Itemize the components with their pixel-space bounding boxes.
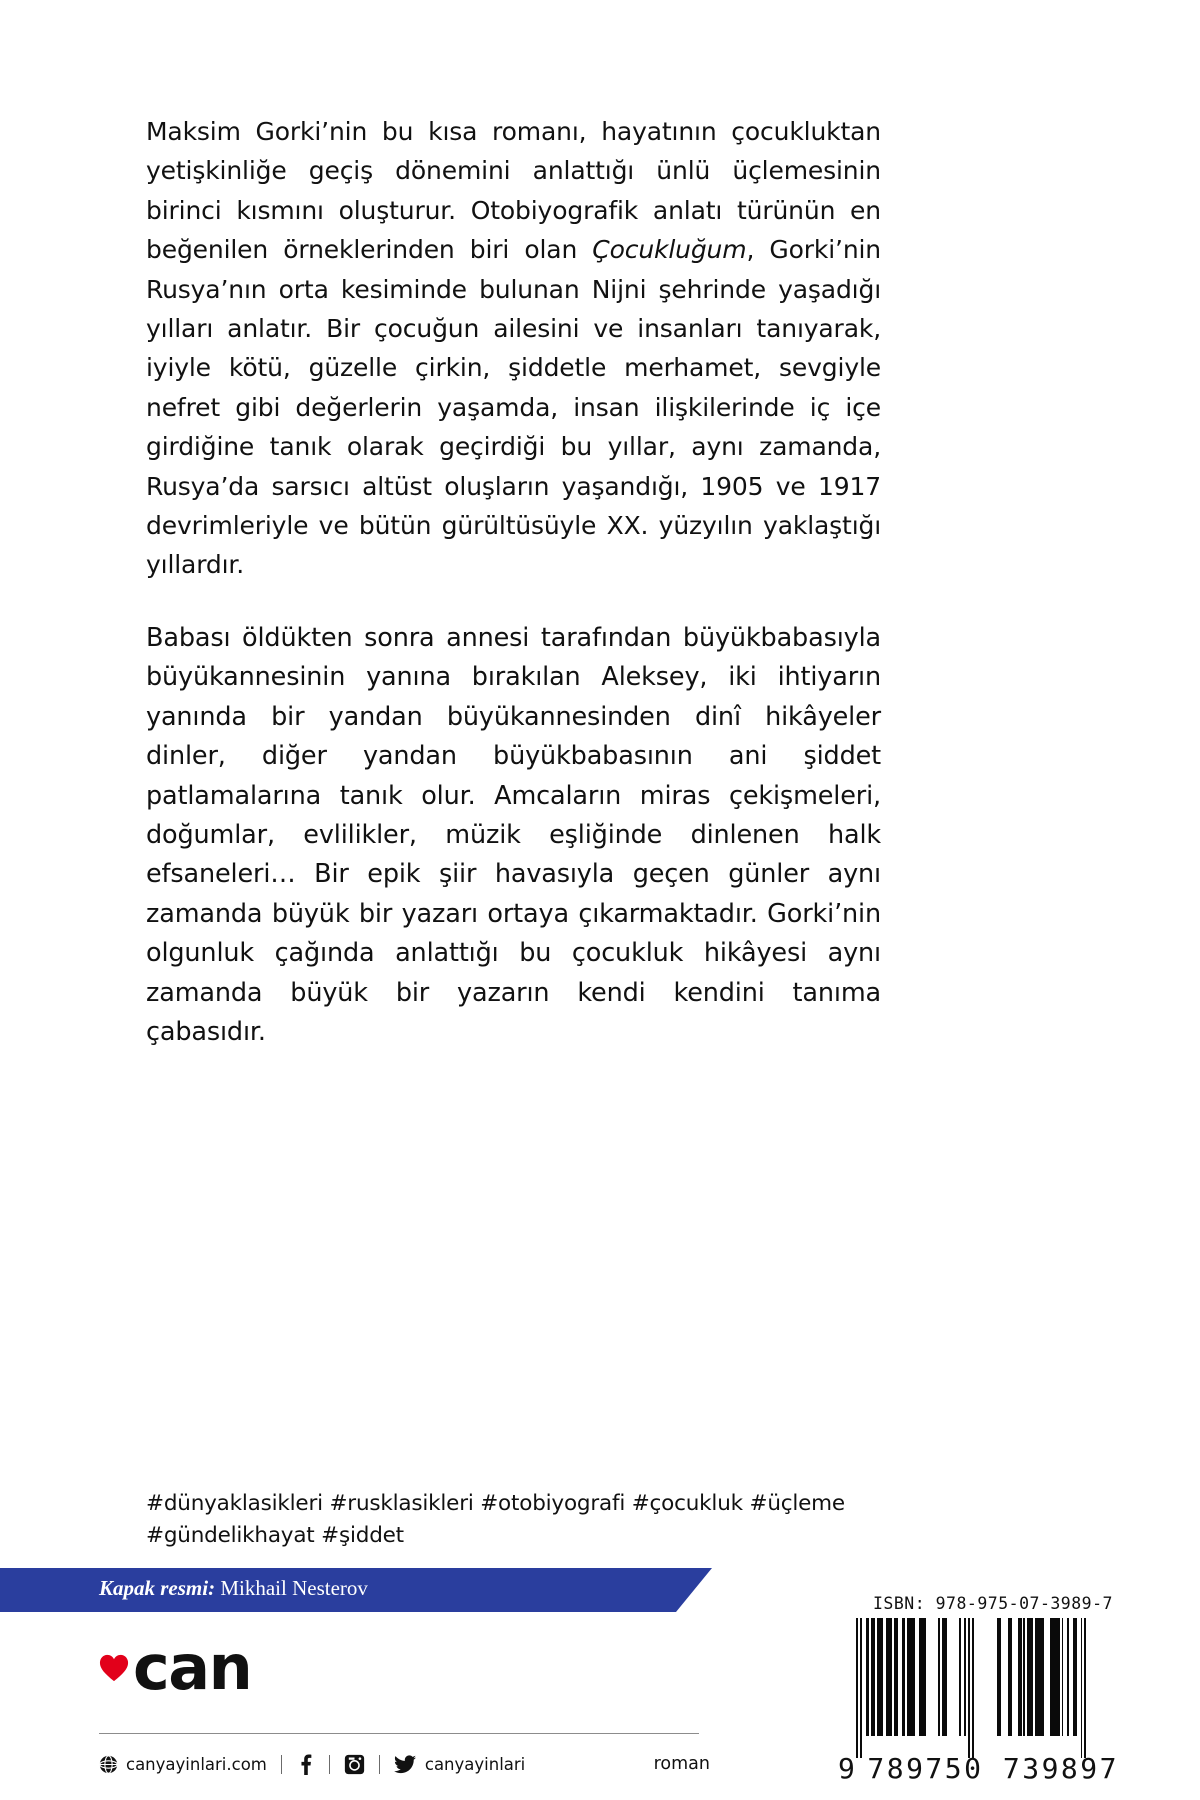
footer-separator-2 (329, 1755, 330, 1774)
twitter-icon[interactable] (394, 1755, 416, 1774)
book-title-italic: Çocukluğum (592, 235, 747, 265)
footer-links (99, 1747, 699, 1781)
instagram-icon[interactable] (344, 1754, 365, 1775)
footer-divider (99, 1733, 699, 1734)
social-handle[interactable]: canyayinlari (424, 1754, 526, 1774)
blurb-p1-before: Maksim Gorki’nin bu kısa romanı, hayatının çocukluktan yetişkinliğe geçiş dönemini anlattığı ünlü üçlemesinin birinci kısmını oluşturur. Otobiyografik anlatı türünün en beğenilen örneklerinden biri olan (146, 117, 881, 265)
facebook-icon[interactable] (296, 1754, 315, 1775)
barcode-image (856, 1618, 1086, 1758)
barcode-digit-rest: 789750 739897 (867, 1752, 1120, 1785)
barcode-digits (838, 1752, 1120, 1785)
cover-credit-text (99, 1576, 368, 1601)
genre-label: roman (653, 1754, 710, 1774)
isbn-label: ISBN: 978-975-07-3989-7 (873, 1594, 1113, 1613)
globe-icon (99, 1755, 118, 1774)
blurb-paragraph-1 (146, 112, 881, 585)
cover-credit-label: Kapak resmi: (99, 1576, 216, 1600)
footer-separator-3 (379, 1755, 380, 1774)
blurb-paragraph-2: Babası öldükten sonra annesi tarafından büyükbabasıyla büyükannesinin yanına bırakılan Aleksey, iki ihtiyarın yanında bir yandan büyükannesinden dinî hikâyeler dinler, diğer yandan büyükbabasının ani şiddet patlamalarına tanık olur. Amcaların miras çekişmeleri, doğumlar, evlilikler, müzik eşliğinde dinlenen halk efsaneleri… Bir epik şiir havasıyla geçen günler aynı zamanda büyük bir yazarı ortaya çıkarmaktadır. Gorki’nin olgunluk çağında anlattığı bu çocukluk hikâyesi aynı zamanda büyük bir yazarın kendi kendini tanıma çabasıdır. (146, 622, 881, 1047)
publisher-name: can (133, 1631, 252, 1704)
footer-separator-1 (281, 1755, 282, 1774)
hashtag-block (146, 1488, 906, 1552)
barcode-digit-lead: 9 (838, 1752, 858, 1785)
blurb-section (146, 112, 881, 1052)
publisher-logo (99, 1631, 252, 1704)
cover-credit-value: Mikhail Nesterov (220, 1576, 368, 1600)
heart-icon (99, 1653, 129, 1683)
website-link[interactable]: canyayinlari.com (126, 1754, 267, 1774)
hashtag-line-2: #gündelikhayat #şiddet (146, 1523, 404, 1548)
blurb-p1-after: , Gorki’nin Rusya’nın orta kesiminde bulunan Nijni şehrinde yaşadığı yılları anlatır. Bir çocuğun ailesini ve insanları tanıyarak, iyiyle kötü, güzelle çirkin, şiddetle merhamet, sevgiyle nefret gibi değerlerin yaşamda, insan ilişkilerinde iç içe girdiğine tanık olarak geçirdiği bu yıllar, aynı zamanda, Rusya’da sarsıcı altüst oluşların yaşandığı, 1905 ve 1917 devrimleriyle ve bütün gürültüsüyle XX. yüzyılın yaklaştığı yıllardır. (146, 235, 882, 580)
hashtag-line-1: #dünyaklasikleri #rusklasikleri #otobiyografi #çocukluk #üçleme (146, 1491, 845, 1516)
